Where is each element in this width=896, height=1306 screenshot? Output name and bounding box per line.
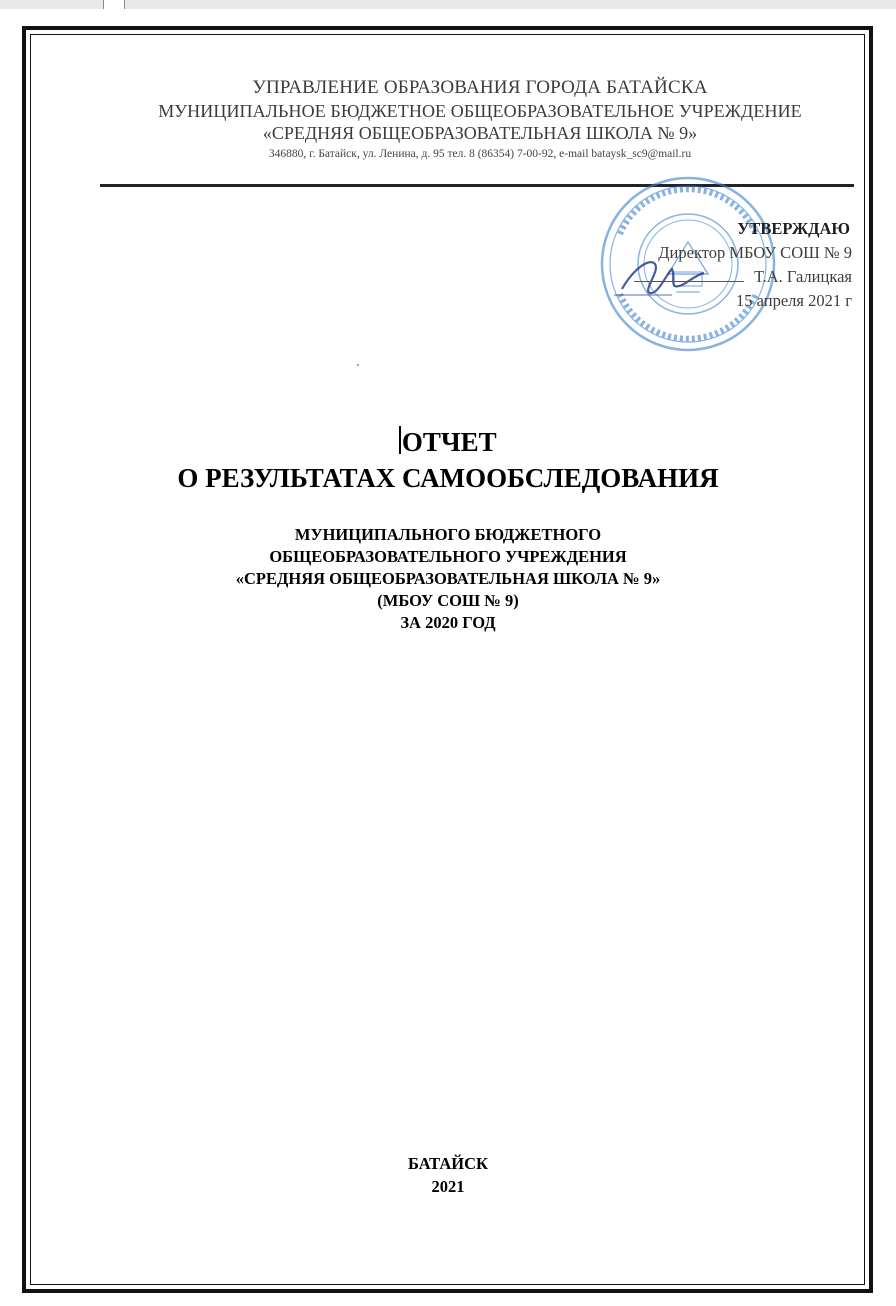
letterhead-school-name: «СРЕДНЯЯ ОБЩЕОБРАЗОВАТЕЛЬНАЯ ШКОЛА № 9» — [262, 123, 698, 143]
title-report: ОТЧЕТ — [401, 427, 497, 457]
text-cursor — [399, 426, 401, 454]
subtitle-line-4: (МБОУ СОШ № 9) — [377, 591, 519, 610]
document-subtitle — [0, 524, 896, 634]
place-and-year — [0, 1152, 896, 1198]
document-title[interactable] — [0, 424, 896, 496]
letterhead-department: УПРАВЛЕНИЕ ОБРАЗОВАНИЯ ГОРОДА БАТАЙСКА — [252, 77, 708, 98]
letterhead — [100, 76, 860, 164]
approval-position: Директор МБОУ СОШ № 9 — [658, 243, 852, 262]
title-line-2: О РЕЗУЛЬТАТАХ САМООБСЛЕДОВАНИЯ — [177, 463, 719, 493]
approval-name-row — [634, 265, 852, 289]
subtitle-line-3: «СРЕДНЯЯ ОБЩЕОБРАЗОВАТЕЛЬНАЯ ШКОЛА № 9» — [235, 569, 661, 588]
approval-block — [634, 217, 852, 313]
signature-line — [634, 281, 744, 282]
document-page — [0, 9, 896, 1306]
subtitle-line-5: ЗА 2020 ГОД — [400, 613, 496, 632]
city: БАТАЙСК — [408, 1154, 488, 1173]
letterhead-institution: МУНИЦИПАЛЬНОЕ БЮДЖЕТНОЕ ОБЩЕОБРАЗОВАТЕЛЬНОЕ УЧРЕЖДЕНИЕ — [158, 101, 802, 121]
subtitle-line-1: МУНИЦИПАЛЬНОГО БЮДЖЕТНОГО — [294, 525, 602, 544]
approval-name: Т.А. Галицкая — [754, 267, 852, 286]
ruler-strip — [0, 0, 896, 9]
subtitle-line-2: ОБЩЕОБРАЗОВАТЕЛЬНОГО УЧРЕЖДЕНИЯ — [269, 547, 627, 566]
speck — [357, 364, 359, 366]
year: 2021 — [431, 1177, 465, 1196]
title-line-1[interactable] — [0, 424, 896, 460]
letterhead-contacts: 346880, г. Батайск, ул. Ленина, д. 95 тел. 8 (86354) 7-00-92, e-mail bataysk_sc9@mail.ru — [268, 148, 692, 160]
approval-date: 15 апреля 2021 г — [736, 291, 852, 310]
approval-title: УТВЕРЖДАЮ — [737, 219, 850, 238]
